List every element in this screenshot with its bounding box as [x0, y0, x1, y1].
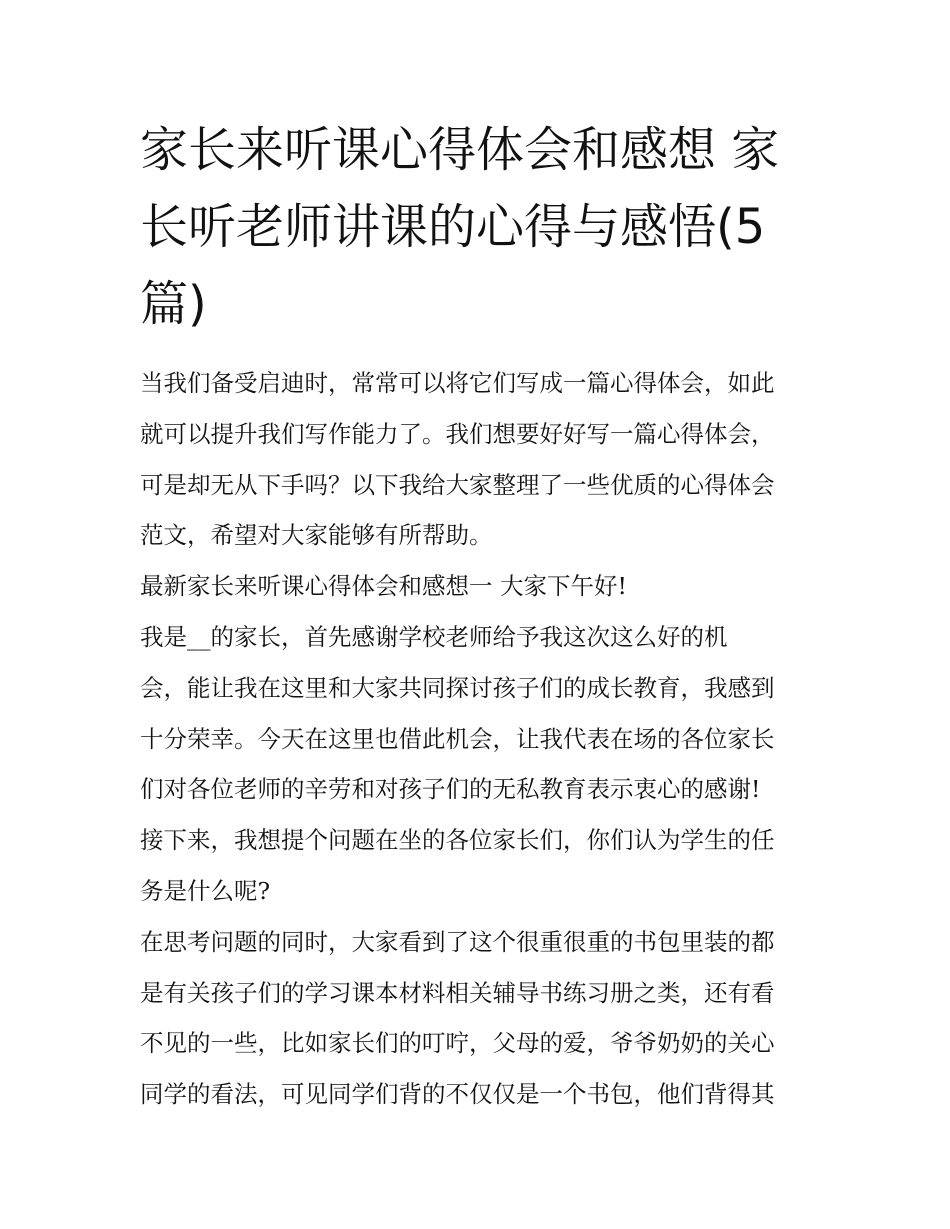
document-title [140, 112, 820, 343]
document-body [140, 358, 820, 1120]
body-text-line: 我是__的家长，首先感谢学校老师给予我这次这么好的机 [140, 622, 728, 651]
title-line: 长听老师讲课的心得与感悟(5 [140, 199, 766, 255]
body-text-line: 就可以提升我们写作能力了。我们想要好好写一篇心得体会， [140, 419, 775, 448]
body-text-line: 最新家长来听课心得体会和感想一 大家下午好! [140, 572, 627, 601]
body-text-line: 不见的一些，比如家长们的叮咛，父母的爱，爷爷奶奶的关心 [140, 1029, 775, 1058]
body-text-line: 同学的看法，可见同学们背的不仅仅是一个书包，他们背得其 [140, 1080, 775, 1109]
body-text-line: 十分荣幸。今天在这里也借此机会，让我代表在场的各位家长 [140, 724, 775, 753]
body-text-line: 们对各位老师的辛劳和对孩子们的无私教育表示衷心的感谢! [140, 775, 761, 804]
body-text-line: 务是什么呢? [140, 876, 271, 905]
title-line: 家长来听课心得体会和感想 家 [140, 122, 780, 178]
body-text-line: 范文，希望对大家能够有所帮助。 [140, 521, 493, 550]
body-text-line: 在思考问题的同时，大家看到了这个很重很重的书包里装的都 [140, 927, 775, 956]
title-line: 篇) [140, 276, 207, 332]
body-text-line: 是有关孩子们的学习课本材料相关辅导书练习册之类，还有看 [140, 978, 775, 1007]
body-text-line: 可是却无从下手吗？以下我给大家整理了一些优质的心得体会 [140, 470, 775, 499]
body-text-line: 会，能让我在这里和大家共同探讨孩子们的成长教育，我感到 [140, 673, 775, 702]
body-text-line: 接下来，我想提个问题在坐的各位家长们，你们认为学生的任 [140, 826, 775, 855]
body-text-line: 当我们备受启迪时，常常可以将它们写成一篇心得体会，如此 [140, 369, 775, 397]
